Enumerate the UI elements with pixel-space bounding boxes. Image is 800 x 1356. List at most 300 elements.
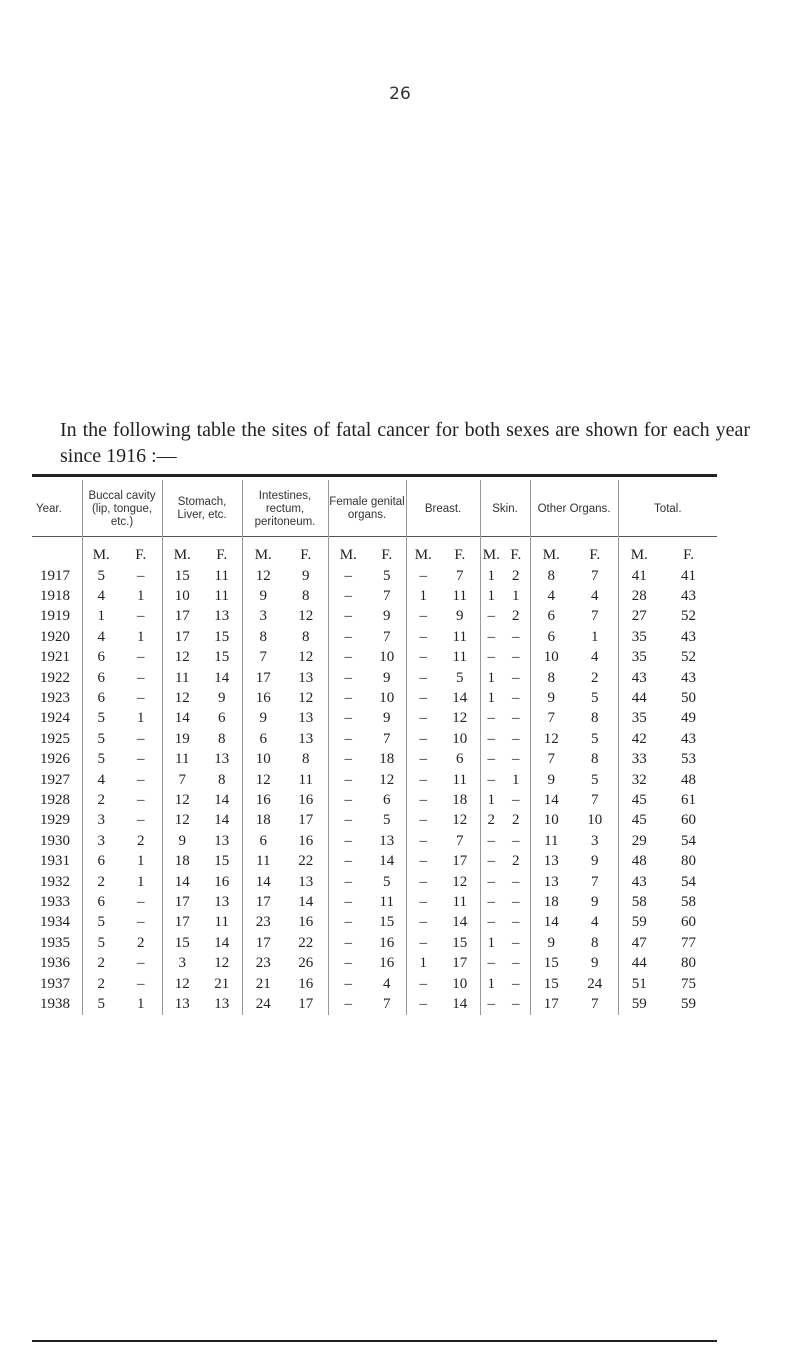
value-cell: 5 (82, 729, 120, 749)
value-cell: 4 (591, 914, 599, 931)
value-cell: 11 (298, 771, 313, 788)
sex-header-blank (32, 538, 82, 566)
value-cell: 7 (383, 730, 391, 747)
value-cell: 1 (406, 586, 440, 606)
table-row (32, 831, 717, 851)
value-cell: 11 (530, 831, 572, 851)
male-header: M. (242, 538, 284, 566)
value-cell: 24 (587, 975, 603, 992)
value-cell: 10 (452, 730, 468, 747)
value-cell: – (512, 669, 520, 686)
value-cell: 59 (618, 994, 660, 1014)
value-cell: 1 (137, 853, 145, 870)
value-cell: – (480, 627, 502, 647)
female-header: F. (683, 546, 694, 563)
year-cell: 1919 (40, 608, 70, 625)
value-cell: 7 (162, 770, 202, 790)
value-cell: – (328, 790, 368, 810)
value-cell: 21 (242, 974, 284, 994)
value-cell: 4 (82, 770, 120, 790)
value-cell: 7 (591, 995, 599, 1012)
table-row (32, 688, 717, 708)
value-cell: 12 (162, 688, 202, 708)
value-cell: 1 (137, 588, 145, 605)
value-cell: – (328, 953, 368, 973)
value-cell: – (512, 995, 520, 1012)
value-cell: 41 (618, 566, 660, 586)
value-cell: 16 (298, 975, 314, 992)
value-cell: – (480, 994, 502, 1014)
table-row (32, 994, 717, 1014)
value-cell: – (328, 831, 368, 851)
value-cell: – (406, 913, 440, 933)
value-cell: 14 (214, 934, 230, 951)
value-cell: 10 (242, 750, 284, 770)
value-cell: – (328, 851, 368, 871)
value-cell: – (512, 710, 520, 727)
year-cell: 1933 (40, 893, 70, 910)
value-cell: 13 (214, 832, 230, 849)
value-cell: 6 (82, 688, 120, 708)
table-row (32, 872, 717, 892)
value-cell: 14 (298, 893, 314, 910)
value-cell: 5 (82, 994, 120, 1014)
value-cell: 43 (681, 730, 697, 747)
value-cell: 14 (379, 853, 395, 870)
value-cell: 2 (512, 853, 520, 870)
value-cell: 19 (162, 729, 202, 749)
male-header: M. (162, 538, 202, 566)
group-header-stomach: Stomach, Liver, etc. (162, 480, 242, 538)
value-cell: 54 (681, 873, 697, 890)
value-cell: – (480, 851, 502, 871)
value-cell: – (480, 648, 502, 668)
value-cell: 14 (214, 812, 230, 829)
value-cell: 18 (452, 791, 468, 808)
value-cell: 8 (591, 710, 599, 727)
value-cell: 5 (591, 730, 599, 747)
group-header-buccal: Buccal cavity (lip, tongue, etc.) (82, 480, 162, 538)
value-cell: 10 (162, 586, 202, 606)
value-cell: 23 (242, 953, 284, 973)
value-cell: 5 (591, 771, 599, 788)
value-cell: 6 (82, 892, 120, 912)
value-cell: 7 (591, 873, 599, 890)
value-cell: – (328, 688, 368, 708)
value-cell: 59 (681, 995, 697, 1012)
year-cell: 1921 (40, 649, 70, 666)
female-header: F. (510, 546, 522, 563)
value-cell: 13 (298, 730, 314, 747)
value-cell: 8 (530, 566, 572, 586)
table-row (32, 607, 717, 627)
group-header-intestines: Intestines, rectum, peritoneum. (242, 480, 328, 538)
value-cell: – (328, 729, 368, 749)
value-cell: 10 (379, 649, 395, 666)
value-cell: 8 (218, 730, 226, 747)
female-header: F. (381, 546, 393, 563)
value-cell: 24 (242, 994, 284, 1014)
value-cell: 11 (214, 588, 229, 605)
year-cell: 1936 (40, 955, 70, 972)
value-cell: 1 (480, 974, 502, 994)
value-cell: 10 (530, 648, 572, 668)
value-cell: 9 (383, 710, 391, 727)
value-cell: 48 (681, 771, 697, 788)
table-row (32, 790, 717, 810)
female-header: F. (216, 546, 228, 563)
value-cell: 18 (162, 851, 202, 871)
value-cell: 4 (82, 627, 120, 647)
value-cell: 2 (82, 790, 120, 810)
female-header: F. (589, 546, 601, 563)
value-cell: 9 (456, 608, 464, 625)
value-cell: 9 (591, 853, 599, 870)
value-cell: – (480, 750, 502, 770)
value-cell: 16 (298, 914, 314, 931)
value-cell: – (137, 730, 145, 747)
value-cell: – (512, 751, 520, 768)
value-cell: 9 (591, 955, 599, 972)
value-cell: 13 (530, 851, 572, 871)
value-cell: 50 (681, 690, 697, 707)
value-cell: 58 (681, 893, 697, 910)
value-cell: – (328, 913, 368, 933)
value-cell: – (328, 566, 368, 586)
value-cell: 48 (618, 851, 660, 871)
year-cell: 1917 (40, 567, 70, 584)
value-cell: 44 (618, 953, 660, 973)
value-cell: 13 (162, 994, 202, 1014)
male-header: M. (328, 538, 368, 566)
value-cell: 4 (530, 586, 572, 606)
value-cell: 9 (530, 933, 572, 953)
value-cell: 12 (162, 974, 202, 994)
table-row (32, 913, 717, 933)
value-cell: – (328, 811, 368, 831)
value-cell: – (406, 566, 440, 586)
value-cell: 2 (137, 832, 145, 849)
value-cell: 9 (302, 567, 310, 584)
value-cell: 18 (242, 811, 284, 831)
value-cell: 12 (298, 649, 314, 666)
value-cell: 1 (480, 688, 502, 708)
value-cell: 13 (379, 832, 395, 849)
value-cell: 14 (214, 669, 230, 686)
value-cell: 13 (298, 873, 314, 890)
value-cell: 7 (456, 832, 464, 849)
value-cell: – (328, 994, 368, 1014)
value-cell: 6 (456, 751, 464, 768)
year-cell: 1923 (40, 690, 70, 707)
value-cell: 7 (242, 648, 284, 668)
year-cell: 1927 (40, 771, 70, 788)
table-top-rule (32, 474, 717, 477)
value-cell: 5 (591, 690, 599, 707)
value-cell: – (406, 729, 440, 749)
value-cell: – (406, 750, 440, 770)
value-cell: – (480, 831, 502, 851)
value-cell: 6 (82, 668, 120, 688)
value-cell: 14 (530, 913, 572, 933)
value-cell: – (137, 690, 145, 707)
value-cell: 42 (618, 729, 660, 749)
value-cell: – (480, 709, 502, 729)
value-cell: 14 (162, 709, 202, 729)
value-cell: – (406, 831, 440, 851)
value-cell: – (512, 649, 520, 666)
value-cell: 8 (530, 668, 572, 688)
year-cell: 1932 (40, 873, 70, 890)
year-cell: 1930 (40, 832, 70, 849)
value-cell: 11 (452, 628, 467, 645)
value-cell: 41 (681, 567, 697, 584)
value-cell: 15 (214, 628, 230, 645)
value-cell: – (480, 953, 502, 973)
value-cell: – (328, 974, 368, 994)
value-cell: 15 (214, 649, 230, 666)
value-cell: 22 (298, 853, 314, 870)
table-row (32, 770, 717, 790)
value-cell: 17 (162, 913, 202, 933)
value-cell: – (137, 669, 145, 686)
value-cell: 1 (512, 588, 520, 605)
value-cell: 52 (681, 608, 697, 625)
value-cell: 61 (681, 791, 697, 808)
value-cell: – (137, 893, 145, 910)
value-cell: – (512, 730, 520, 747)
value-cell: 12 (298, 608, 314, 625)
value-cell: 44 (618, 688, 660, 708)
value-cell: 5 (383, 567, 391, 584)
value-cell: 16 (242, 790, 284, 810)
value-cell: 60 (681, 914, 697, 931)
group-header-row (32, 480, 717, 538)
value-cell: 6 (82, 648, 120, 668)
value-cell: 15 (214, 853, 230, 870)
value-cell: – (328, 668, 368, 688)
value-cell: 1 (480, 566, 502, 586)
value-cell: – (406, 607, 440, 627)
value-cell: 9 (591, 893, 599, 910)
value-cell: – (406, 872, 440, 892)
value-cell: 28 (618, 586, 660, 606)
value-cell: 9 (218, 690, 226, 707)
value-cell: 5 (82, 750, 120, 770)
value-cell: – (406, 688, 440, 708)
value-cell: – (480, 892, 502, 912)
value-cell: 1 (480, 586, 502, 606)
value-cell: – (328, 750, 368, 770)
value-cell: – (480, 770, 502, 790)
value-cell: 17 (452, 955, 468, 972)
value-cell: – (406, 668, 440, 688)
value-cell: 77 (681, 934, 697, 951)
year-cell: 1929 (40, 812, 70, 829)
value-cell: 10 (530, 811, 572, 831)
table-row (32, 566, 717, 586)
value-cell: 13 (298, 669, 314, 686)
year-cell: 1931 (40, 853, 70, 870)
value-cell: 11 (214, 567, 229, 584)
value-cell: 23 (242, 913, 284, 933)
value-cell: 18 (379, 751, 395, 768)
male-header: M. (82, 538, 120, 566)
value-cell: 2 (512, 608, 520, 625)
value-cell: 59 (618, 913, 660, 933)
value-cell: 5 (82, 933, 120, 953)
value-cell: 8 (591, 751, 599, 768)
value-cell: 12 (162, 790, 202, 810)
value-cell: – (512, 893, 520, 910)
value-cell: 3 (242, 607, 284, 627)
value-cell: 15 (530, 953, 572, 973)
value-cell: – (512, 955, 520, 972)
year-cell: 1928 (40, 791, 70, 808)
year-cell: 1934 (40, 914, 70, 931)
value-cell: 53 (681, 751, 697, 768)
value-cell: 8 (591, 934, 599, 951)
value-cell: 2 (82, 974, 120, 994)
value-cell: 6 (530, 627, 572, 647)
value-cell: 6 (383, 791, 391, 808)
value-cell: 15 (530, 974, 572, 994)
value-cell: 9 (530, 688, 572, 708)
value-cell: 2 (591, 669, 599, 686)
value-cell: 1 (406, 953, 440, 973)
value-cell: 14 (452, 690, 468, 707)
value-cell: 17 (242, 668, 284, 688)
value-cell: 3 (162, 953, 202, 973)
value-cell: 43 (681, 588, 697, 605)
value-cell: 12 (452, 812, 468, 829)
male-header: M. (618, 538, 660, 566)
value-cell: – (406, 892, 440, 912)
value-cell: 13 (530, 872, 572, 892)
year-header: Year. (36, 502, 62, 515)
value-cell: 1 (480, 668, 502, 688)
value-cell: 1 (480, 790, 502, 810)
value-cell: 2 (82, 872, 120, 892)
value-cell: 6 (530, 607, 572, 627)
value-cell: – (406, 709, 440, 729)
value-cell: 11 (242, 851, 284, 871)
value-cell: 11 (162, 668, 202, 688)
value-cell: – (328, 709, 368, 729)
value-cell: – (480, 607, 502, 627)
value-cell: 45 (618, 811, 660, 831)
value-cell: 11 (452, 771, 467, 788)
value-cell: – (406, 811, 440, 831)
value-cell: 9 (530, 770, 572, 790)
value-cell: 1 (137, 873, 145, 890)
value-cell: 7 (383, 995, 391, 1012)
table-row (32, 729, 717, 749)
value-cell: 17 (530, 994, 572, 1014)
value-cell: 2 (480, 811, 502, 831)
value-cell: 5 (82, 709, 120, 729)
value-cell: 3 (82, 831, 120, 851)
value-cell: 1 (137, 710, 145, 727)
value-cell: 11 (214, 914, 229, 931)
group-header-female-genital: Female genital organs. (328, 480, 406, 538)
value-cell: 32 (618, 770, 660, 790)
value-cell: 7 (530, 709, 572, 729)
value-cell: 7 (383, 588, 391, 605)
female-header: F. (135, 546, 147, 563)
value-cell: 9 (242, 586, 284, 606)
value-cell: – (137, 751, 145, 768)
value-cell: 11 (379, 893, 394, 910)
year-cell: 1938 (40, 995, 70, 1012)
female-header: F. (300, 546, 312, 563)
table-row (32, 668, 717, 688)
value-cell: 8 (242, 627, 284, 647)
value-cell: 27 (618, 607, 660, 627)
value-cell: 14 (162, 872, 202, 892)
group-header-total: Total. (618, 480, 717, 538)
value-cell: 15 (162, 566, 202, 586)
value-cell: 54 (681, 832, 697, 849)
value-cell: 2 (82, 953, 120, 973)
value-cell: 47 (618, 933, 660, 953)
value-cell: – (406, 994, 440, 1014)
value-cell: 9 (162, 831, 202, 851)
value-cell: 7 (456, 567, 464, 584)
value-cell: 17 (162, 892, 202, 912)
value-cell: 43 (618, 872, 660, 892)
value-cell: 1 (512, 771, 520, 788)
value-cell: 17 (298, 812, 314, 829)
value-cell: – (328, 607, 368, 627)
value-cell: 1 (591, 628, 599, 645)
value-cell: 5 (82, 566, 120, 586)
value-cell: – (480, 913, 502, 933)
value-cell: 3 (82, 811, 120, 831)
value-cell: 15 (162, 933, 202, 953)
value-cell: – (512, 914, 520, 931)
value-cell: – (328, 770, 368, 790)
value-cell: 5 (383, 873, 391, 890)
value-cell: 11 (452, 649, 467, 666)
table-row (32, 750, 717, 770)
value-cell: 21 (214, 975, 230, 992)
value-cell: 43 (618, 668, 660, 688)
value-cell: 33 (618, 750, 660, 770)
value-cell: 8 (302, 588, 310, 605)
value-cell: 10 (587, 812, 603, 829)
value-cell: 1 (480, 933, 502, 953)
value-cell: 12 (379, 771, 395, 788)
sex-header-row (32, 538, 717, 566)
group-header-other: Other Organs. (530, 480, 618, 538)
table-row (32, 627, 717, 647)
value-cell: 11 (452, 588, 467, 605)
value-cell: 8 (302, 628, 310, 645)
value-cell: 17 (242, 933, 284, 953)
value-cell: – (512, 934, 520, 951)
value-cell: – (137, 914, 145, 931)
value-cell: 14 (452, 995, 468, 1012)
value-cell: 14 (452, 914, 468, 931)
value-cell: 6 (242, 831, 284, 851)
value-cell: 6 (82, 851, 120, 871)
value-cell: – (480, 872, 502, 892)
table-row (32, 953, 717, 973)
table-row (32, 933, 717, 953)
value-cell: 12 (530, 729, 572, 749)
value-cell: 16 (242, 688, 284, 708)
